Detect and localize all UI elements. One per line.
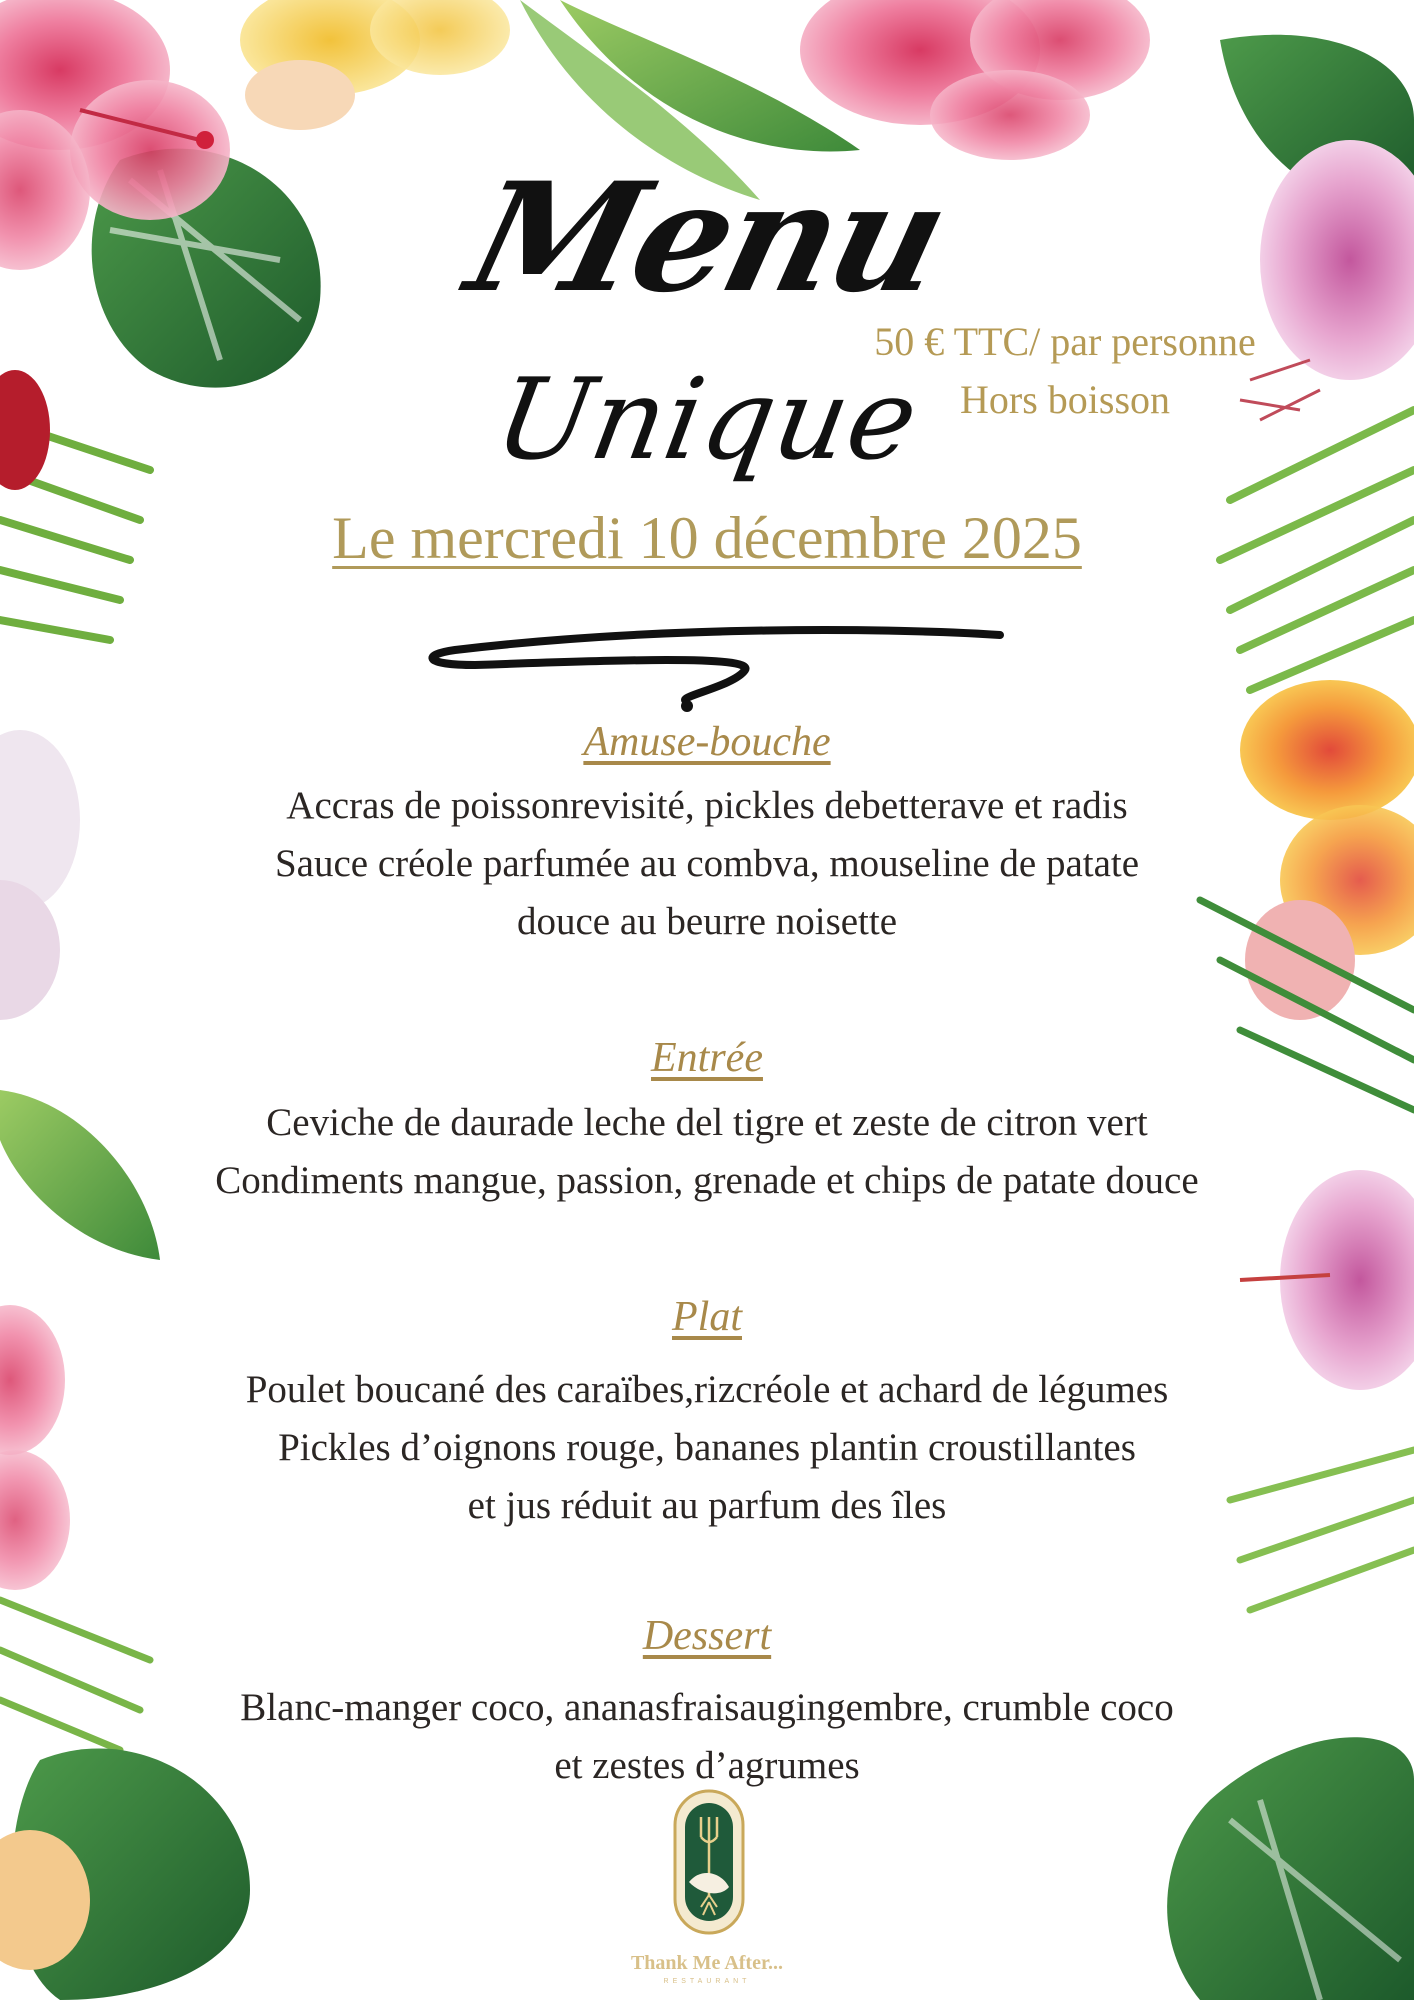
price-block: [830, 313, 1300, 429]
plat-line-3: et jus réduit au parfum des îles: [467, 1484, 947, 1527]
title-menu-script: Menu: [453, 150, 961, 326]
entree-line-2: Condiments mangue, passion, grenade et chips de patate douce: [215, 1159, 1199, 1202]
logo-name: Thank Me After...: [630, 1952, 784, 1974]
price-text: 50 € TTC/ par personne: [874, 319, 1256, 364]
section-title-entree: Entrée: [651, 1035, 763, 1081]
dessert-line-2: et zestes d’agrumes: [554, 1744, 860, 1787]
title-unique-script: Unique: [486, 355, 928, 485]
yellow-flower-top: [240, 0, 510, 130]
logo-subtitle: RESTAURANT: [663, 1978, 751, 1985]
amuse-bouche-line-2: Sauce créole parfumée au combva, mouseline de patate: [274, 842, 1140, 885]
decorative-swash: [415, 620, 1015, 720]
section-title-amuse-bouche: Amuse-bouche: [583, 719, 831, 765]
plat-line-2: Pickles d’oignons rouge, bananes plantin croustillantes: [278, 1426, 1136, 1469]
restaurant-logo: [671, 1787, 747, 1937]
price-note: Hors boisson: [959, 377, 1171, 422]
hibiscus-top-right: [800, 0, 1150, 160]
amuse-bouche-line-3: douce au beurre noisette: [516, 900, 898, 943]
amuse-bouche-line-1: Accras de poissonrevisité, pickles debetterave et radis: [286, 784, 1128, 827]
event-date: Le mercredi 10 décembre 2025: [332, 505, 1082, 571]
dessert-line-1: Blanc-manger coco, ananasfraisaugingembre, crumble coco: [240, 1686, 1174, 1729]
section-title-plat: Plat: [672, 1294, 742, 1340]
entree-line-1: Ceviche de daurade leche del tigre et zeste de citron vert: [266, 1101, 1148, 1144]
plat-line-1: Poulet boucané des caraïbes,rizcréole et achard de légumes: [245, 1368, 1169, 1411]
section-title-dessert: Dessert: [642, 1613, 772, 1659]
